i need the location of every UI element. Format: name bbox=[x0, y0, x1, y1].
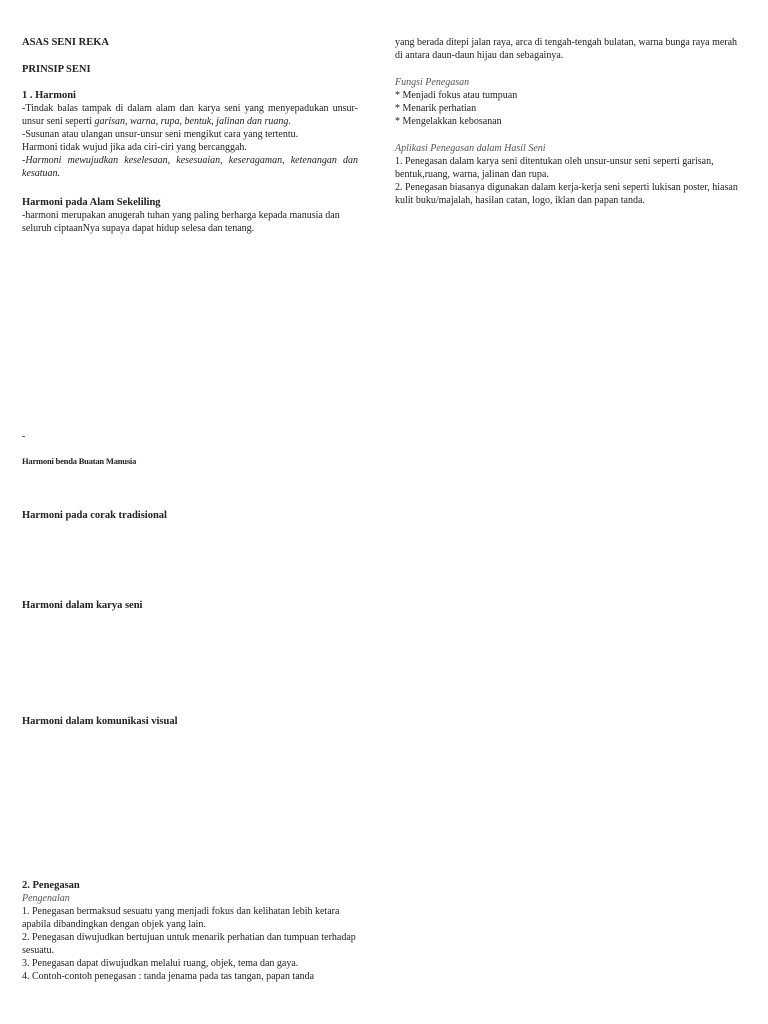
harmoni-line4: -Harmoni mewujudkan keselesaan, kesesuaian, keseragaman, ketenangan dan kesatuan. bbox=[22, 155, 358, 179]
doc-subtitle: PRINSIP SENI bbox=[22, 64, 91, 75]
penegasan-body bbox=[22, 892, 358, 983]
penegasan-p3: 3. Penegasan dapat diwujudkan melalui ruang, objek, tema dan gaya. bbox=[22, 958, 299, 969]
aplikasi-section bbox=[395, 142, 745, 207]
right-column bbox=[395, 0, 745, 1024]
dash-marker: - bbox=[22, 431, 26, 442]
harmoni-body bbox=[22, 102, 358, 180]
aplikasi-p2: 2. Penegasan biasanya digunakan dalam kerja-kerja seni seperti lukisan poster, hiasan kulit buku/majalah, hasilan catan, logo, iklan dan papan tanda. bbox=[395, 182, 738, 206]
karya-heading: Harmoni dalam karya seni bbox=[22, 600, 143, 611]
corak-heading: Harmoni pada corak tradisional bbox=[22, 510, 167, 521]
harmoni-line1: -Tindak balas tampak di dalam alam dan karya seni yang menyepadukan unsur-unsur seni seperti garisan, warna, rupa, bentuk, jalinan dan ruang. bbox=[22, 103, 358, 127]
benda-heading: Harmoni benda Buatan Manusia bbox=[22, 456, 137, 466]
alam-heading: Harmoni pada Alam Sekeliling bbox=[22, 197, 161, 208]
left-column bbox=[22, 0, 358, 1024]
fungsi-item: * Mengelakkan kebosanan bbox=[395, 116, 502, 127]
harmoni-line3: Harmoni tidak wujud jika ada ciri-ciri yang bercanggah. bbox=[22, 142, 247, 153]
fungsi-heading: Fungsi Penegasan bbox=[395, 77, 470, 88]
fungsi-item: * Menjadi fokus atau tumpuan bbox=[395, 90, 518, 101]
penegasan-p4: 4. Contoh-contoh penegasan : tanda jenama pada tas tangan, papan tanda bbox=[22, 971, 315, 982]
aplikasi-heading: Aplikasi Penegasan dalam Hasil Seni bbox=[395, 143, 546, 154]
harmoni-heading: 1 . Harmoni bbox=[22, 90, 76, 101]
alam-text: -harmoni merupakan anugerah tuhan yang paling berharga kepada manusia dan seluruh ciptaanNya supaya dapat hidup selesa dan tenang. bbox=[22, 210, 340, 234]
penegasan-heading: 2. Penegasan bbox=[22, 880, 80, 891]
harmoni-line2: -Susunan atau ulangan unsur-unsur seni mengikut cara yang tertentu. bbox=[22, 129, 299, 140]
fungsi-section bbox=[395, 76, 745, 128]
penegasan-p1: 1. Penegasan bermaksud sesuatu yang menjadi fokus dan kelihatan lebih ketara apabila dibandingkan dengan objek yang lain. bbox=[22, 906, 340, 930]
fungsi-item: * Menarik perhatian bbox=[395, 103, 477, 114]
doc-title: ASAS SENI REKA bbox=[22, 37, 109, 48]
right-continuation: yang berada ditepi jalan raya, arca di tengah-tengah bulatan, warna bunga raya merah di antara daun-daun hijau dan sebagainya. bbox=[395, 37, 738, 61]
komunikasi-heading: Harmoni dalam komunikasi visual bbox=[22, 716, 178, 727]
penegasan-sub: Pengenalan bbox=[22, 893, 70, 904]
penegasan-p2: 2. Penegasan diwujudkan bertujuan untuk menarik perhatian dan tumpuan terhadap sesuatu. bbox=[22, 932, 356, 956]
aplikasi-p1: 1. Penegasan dalam karya seni ditentukan oleh unsur-unsur seni seperti garisan, bentuk,ruang, warna, jalinan dan rupa. bbox=[395, 156, 714, 180]
